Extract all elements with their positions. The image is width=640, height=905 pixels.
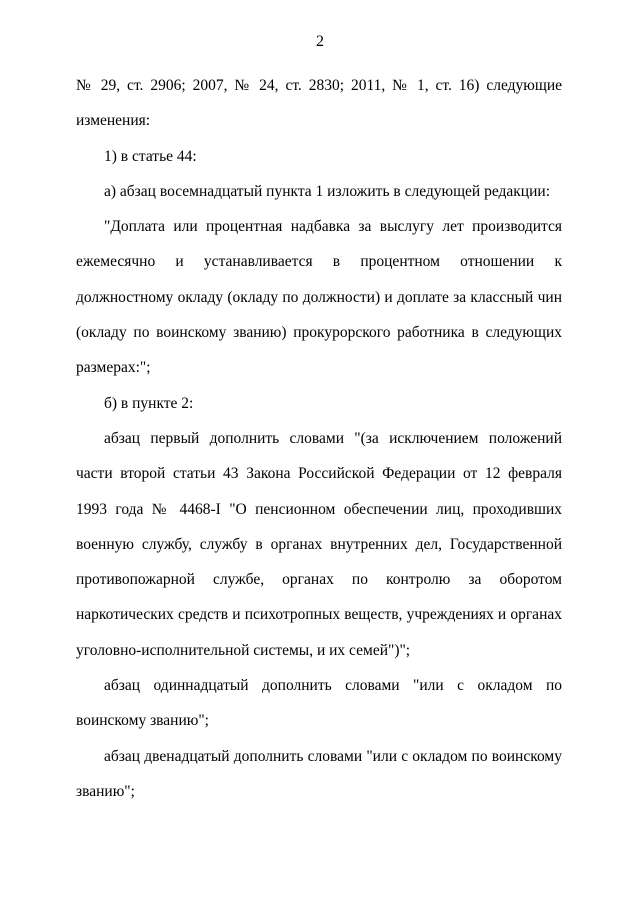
paragraph-item-a: а) абзац восемнадцатый пункта 1 изложить в следующей редакции:: [104, 182, 550, 200]
paragraph-twelfth-abzac: абзац двенадцатый дополнить словами "или с окладом по воинскому званию";: [76, 747, 562, 800]
paragraph-article-44: 1) в статье 44:: [104, 147, 197, 165]
paragraph-eleventh-abzac: абзац одиннадцатый дополнить словами "или с окладом по воинскому званию";: [76, 677, 562, 730]
paragraph-first-abzac: абзац первый дополнить словами "(за исключением положений части второй статьи 43 Закона Российской Федерации от 12 февраля 1993 года № 4468-I "О пенсионном обеспечении лиц, проходивших военную службу, службу в органах внутренних дел, Государственной противопожарной службе, органах по контролю за оборотом наркотических средств и психотропных веществ, учреждениях и органах уголовно-исполнительной системы, и их семей")";: [76, 429, 562, 659]
page-number: 2: [316, 33, 324, 50]
paragraph-continuation: № 29, ст. 2906; 2007, № 24, ст. 2830; 2011, № 1, ст. 16) следующие изменения:: [76, 77, 562, 130]
paragraph-item-b: б) в пункте 2:: [104, 394, 194, 412]
paragraph-quoted-text: "Доплата или процентная надбавка за выслугу лет производится ежемесячно и устанавливается в процентном отношении к должностному окладу (окладу по должности) и доплате за классный чин (окладу по воинскому званию) прокурорского работника в следующих размерах:";: [76, 218, 562, 377]
document-body: [76, 68, 562, 809]
